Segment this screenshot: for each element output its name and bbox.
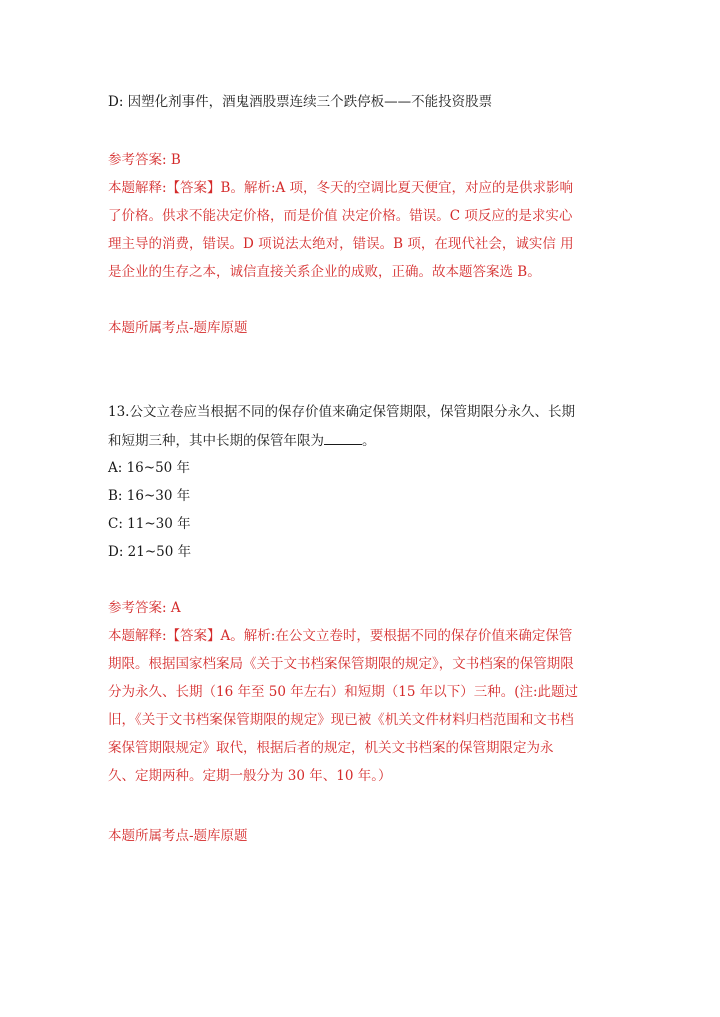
q12-option-d: D: 因塑化剂事件，酒鬼酒股票连续三个跌停板——不能投资股票: [108, 94, 493, 110]
q13-explanation-line-1: 本题解释:【答案】A。解析:在公文立卷时，要根据不同的保存价值来确定保管: [108, 628, 573, 644]
q12-source: 本题所属考点-题库原题: [108, 320, 248, 336]
q13-stem-line-2: [108, 430, 376, 450]
q12-answer: 参考答案: B: [108, 152, 181, 168]
q13-explanation-line-2: 期限。根据国家档案局《关于文书档案保管期限的规定》，文书档案的保管期限: [108, 656, 574, 672]
q13-option-b: B: 16~30 年: [108, 488, 191, 504]
q13-explanation-line-3: 分为永久、长期（16 年至 50 年左右）和短期（15 年以下）三种。(注:此题过: [108, 684, 579, 700]
q13-source: 本题所属考点-题库原题: [108, 828, 248, 844]
q13-option-a: A: 16~50 年: [108, 460, 191, 476]
q13-stem-suffix: 。: [362, 433, 376, 449]
q13-stem-line-1: 13.公文立卷应当根据不同的保存价值来确定保管期限，保管期限分永久、长期: [108, 404, 575, 420]
q12-explanation-line-2: 了价格。供求不能决定价格，而是价值 决定价格。错误。C 项反应的是求实心: [108, 208, 573, 224]
q13-answer: 参考答案: A: [108, 600, 181, 616]
q12-explanation-line-3: 理主导的消费，错误。D 项说法太绝对，错误。B 项，在现代社会，诚实信 用: [108, 236, 574, 252]
q13-stem-prefix: 和短期三种，其中长期的保管年限为: [108, 433, 324, 449]
q12-explanation-line-1: 本题解释:【答案】B。解析:A 项，冬天的空调比夏天便宜，对应的是供求影响: [108, 180, 574, 196]
q13-explanation-line-4: 旧，《关于文书档案保管期限的规定》现已被《机关文件材料归档范围和文书档: [108, 712, 574, 728]
q13-explanation-line-6: 久、定期两种。定期一般分为 30 年、10 年。）: [108, 768, 392, 784]
q13-option-d: D: 21~50 年: [108, 544, 192, 560]
q13-explanation-line-5: 案保管期限规定》取代，根据后者的规定，机关文书档案的保管期限定为永: [108, 740, 554, 756]
q12-explanation-line-4: 是企业的生存之本，诚信直接关系企业的成败，正确。故本题答案选 B。: [108, 264, 541, 280]
answer-blank: [324, 430, 362, 445]
q13-option-c: C: 11~30 年: [108, 516, 191, 532]
